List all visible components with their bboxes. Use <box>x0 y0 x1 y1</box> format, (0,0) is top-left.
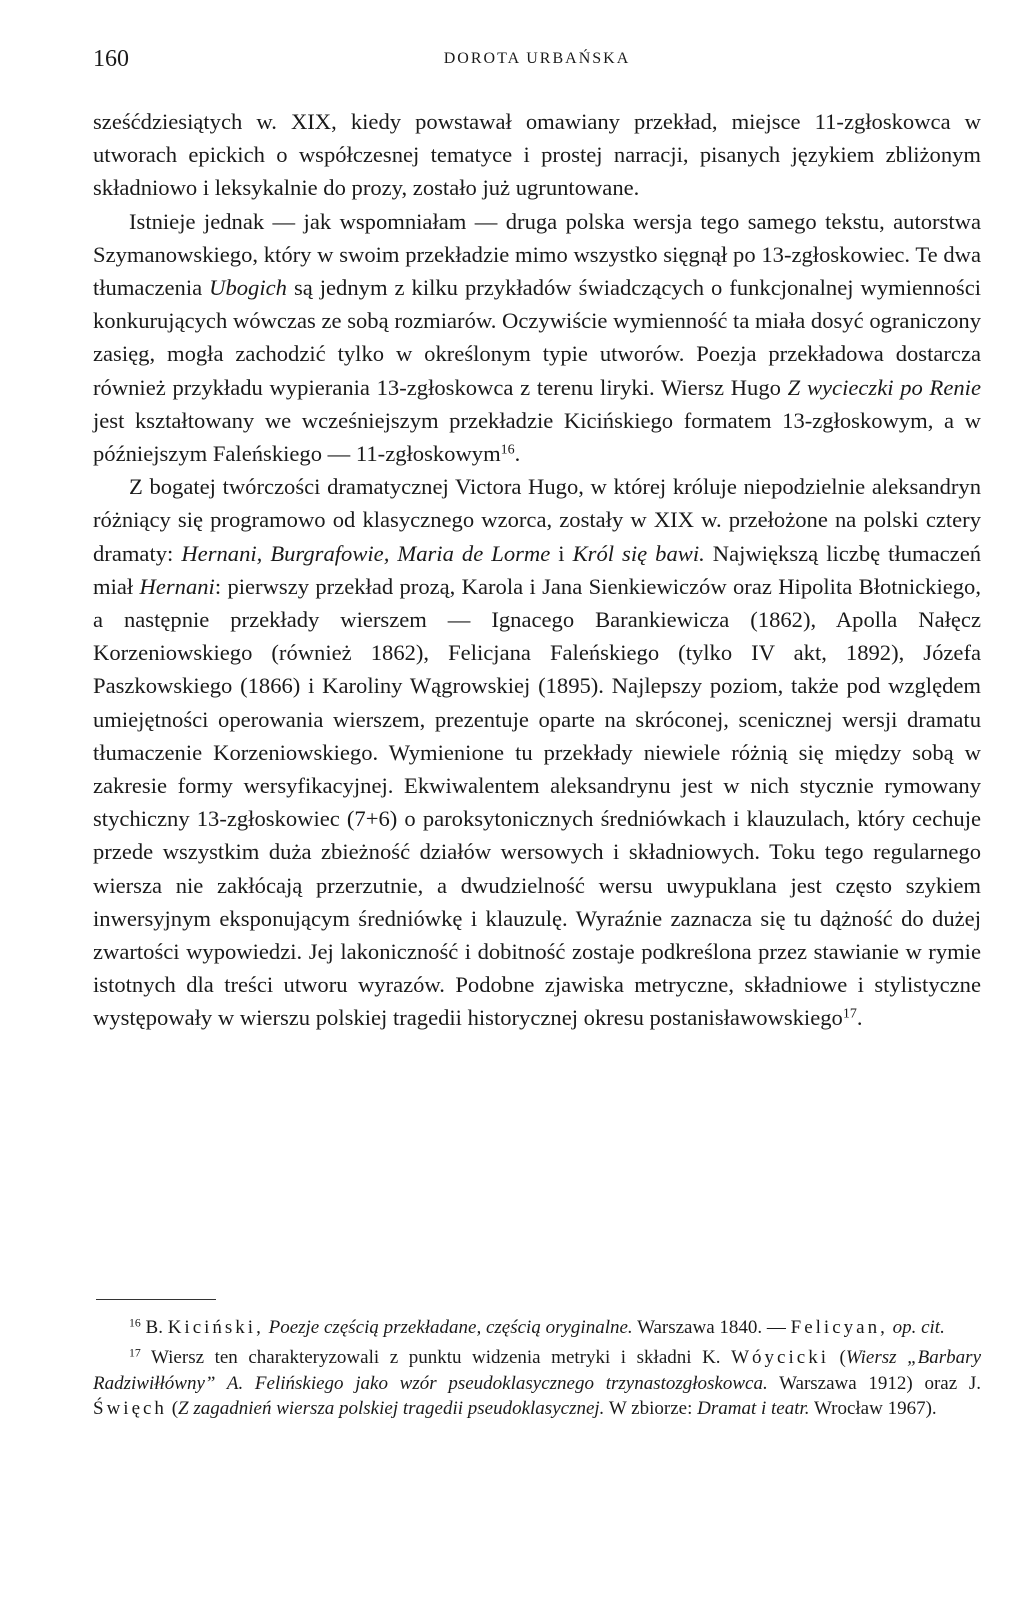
text-run: Warszawa 1912) oraz J. <box>767 1372 981 1394</box>
italic-title: Dramat i teatr. <box>697 1398 810 1420</box>
italic-title: Król się bawi. <box>572 540 705 566</box>
footnote-ref-17[interactable]: 17 <box>842 1006 857 1022</box>
text-run: B. <box>140 1317 168 1338</box>
footnote-17 <box>93 1345 981 1422</box>
text-run: Istnieje jednak — jak wspomniałam — druga polska wersja tego samego tekstu, autorstwa Szymanowskiego, który w swoim przekładzie mimo wszystko sięgnął po 13-zgłoskowiec. Te dwa tłumaczenia <box>93 208 981 301</box>
footnote-16 <box>93 1315 981 1341</box>
paragraph-2 <box>93 205 981 471</box>
footnotes <box>93 1315 981 1426</box>
footnote-ref-16[interactable]: 16 <box>500 442 515 458</box>
text-run: . <box>514 441 521 467</box>
text-run: W zbiorze: <box>604 1398 698 1420</box>
italic-title: Hernani <box>139 573 215 599</box>
text-run: jest kształtowany we wcześniejszym przekładzie Kicińskiego formatem 13-zgłoskowym, a w późniejszym Faleńskiego — 11-zgłoskowym <box>93 407 981 467</box>
body-text <box>93 105 981 1035</box>
text-run: i <box>550 540 573 566</box>
italic-title: Ubogich <box>209 275 287 301</box>
page-number: 160 <box>93 46 129 72</box>
author-name: Święch <box>93 1398 167 1420</box>
italic-title: Hernani, Burgrafowie, Maria de Lorme <box>181 540 551 566</box>
author-name: Felicyan, <box>790 1317 888 1338</box>
italic-title: Poezje częścią przekładane, częścią oryginalne. <box>268 1317 633 1338</box>
page-header <box>93 46 981 76</box>
paragraph-text: sześćdziesiątych w. XIX, kiedy powstawał omawiany przekład, miejsce 11-zgłoskowca w utworach epickich o współczesnej tematyce i prostej narracji, pisanych językiem zbliżonym składniowo i leksykalnie do prozy, zostało już ugruntowane. <box>93 109 981 201</box>
text-run: Z bogatej twórczości dramatycznej Victora Hugo, w której króluje niepodzielnie aleksandryn różniący się programowo od klasycznego wzorca, zostały w XIX w. przełożone na polski cztery dramaty: <box>93 474 981 566</box>
text-run: : pierwszy przekład prozą, Karola i Jana Sienkiewiczów oraz Hipolita Błotnickiego, a następnie przekłady wierszem — Ignacego Barankiewicza (1862), Apolla Nałęcz Korzeniowskiego (również 1862), Felicjana Faleńskiego (tylko IV akt, 1892), Józefa Paszkowskiego (1866) i Karoliny Wągrowskiej (1895). Najlepszy poziom, także pod względem umiejętności operowania wierszem, prezentuje oparte na skróconej, scenicznej wersji dramatu tłumaczenie Korzeniowskiego. Wymienione tu przekłady niewiele różnią się między sobą w zakresie formy wersyfikacyjnej. Ekwiwalentem aleksandrynu jest w nich stycznie rymowany stychiczny 13-zgłoskowiec (7+6) o paroksytonicznych średniówkach i klauzulach, który cechuje przede wszystkim duża zbieżność działów wersowych i składniowych. Toku tego regularnego wiersza nie zakłócają przerzutnie, a dwudzielność wersu uwypuklana jest często szykiem inwersyjnym eksponującym średniówkę i klauzulę. Wyraźnie zaznacza się tu dążność do dużej zwartości wypowiedzi. Jej lakoniczność i dobitność zostaje podkreślona przez stawianie w rymie istotnych dla treści utworu wyrazów. Podobne zjawiska metryczne, składniowe i stylistyczne występowały w wierszu polskiej tragedii historycznej okresu postanisławowskiego <box>93 573 981 1031</box>
footnote-number: 17 <box>129 1346 141 1360</box>
italic-title: Wiersz „Barbary Radziwiłłówny” A. Felińskiego jako wzór pseudoklasycznego trzynastozgłoskowca. <box>93 1346 981 1394</box>
paragraph-3 <box>93 470 981 1034</box>
italic-title: Z zagadnień wiersza polskiej tragedii pseudoklasycznej. <box>178 1398 605 1420</box>
footnote-number: 16 <box>129 1316 141 1330</box>
text-run: ( <box>828 1346 846 1368</box>
footnote-separator <box>96 1299 216 1300</box>
text-run: Wiersz ten charakteryzowali z punktu widzenia metryki i składni K. <box>140 1346 732 1368</box>
text-run: są jednym z kilku przykładów świadczących o funkcjonalnej wymienności konkurujących wówczas ze sobą rozmiarów. Oczywiście wymienność ta miała dosyć ograniczony zasięg, mogła zachodzić tylko w określonym typie utworów. Poezja przekładowa dostarcza również przykładu wypierania 13-zgłoskowca z terenu liryki. Wiersz Hugo <box>93 275 981 400</box>
italic-citation: op. cit. <box>892 1317 945 1338</box>
author-name: Wóycicki <box>731 1346 829 1368</box>
text-run: Największą liczbę tłumaczeń miał <box>93 540 982 599</box>
text-run: ( <box>166 1398 179 1420</box>
paragraph-1 <box>93 105 981 205</box>
italic-title: Z wycieczki po Renie <box>787 374 981 400</box>
running-head: DOROTA URBAŃSKA <box>443 50 631 67</box>
text-run: Wrocław 1967). <box>809 1398 937 1420</box>
text-run: Warszawa 1840. — <box>632 1317 791 1338</box>
text-run: . <box>856 1005 863 1031</box>
author-name: Kiciński, <box>167 1317 264 1338</box>
